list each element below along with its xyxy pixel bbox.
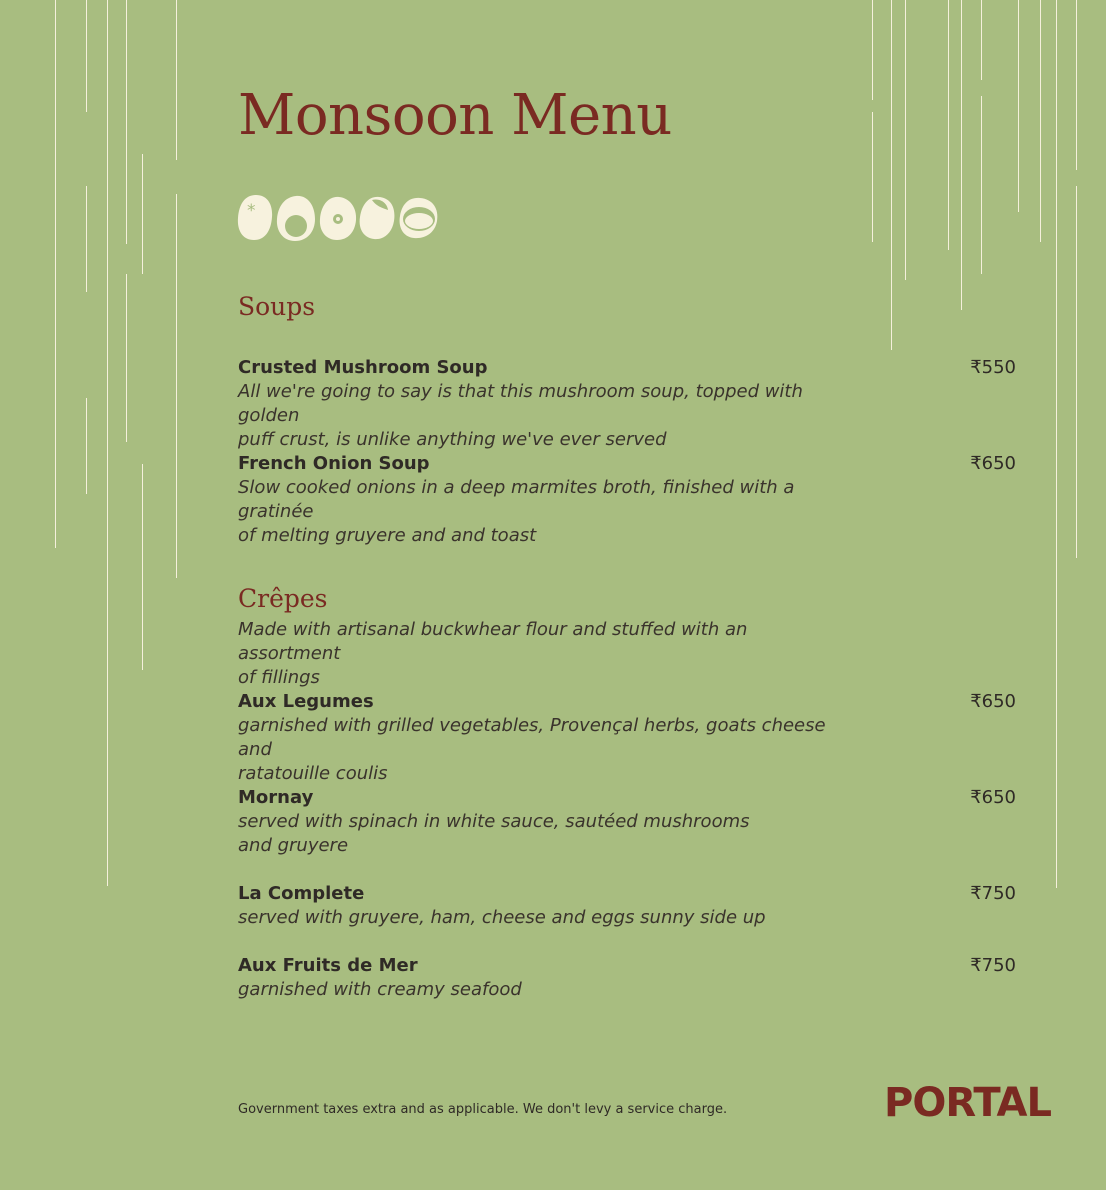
menu-item bbox=[238, 786, 1016, 858]
item-description: All we're going to say is that this mushroom soup, topped with golden puff crust, is unlike anything we've ever served bbox=[238, 381, 803, 450]
item-price: ₹650 bbox=[970, 787, 1016, 808]
item-name: French Onion Soup bbox=[238, 453, 430, 474]
section-note-crepes: Made with artisanal buckwhear flour and stuffed with an assortment of fillings bbox=[238, 619, 748, 688]
menu-item bbox=[238, 882, 1016, 930]
item-price: ₹650 bbox=[970, 453, 1016, 474]
item-description: garnished with creamy seafood bbox=[238, 979, 522, 1000]
section-title-soups: Soups bbox=[238, 292, 316, 321]
item-description: served with spinach in white sauce, sautéed mushrooms and gruyere bbox=[238, 811, 750, 856]
menu-item bbox=[238, 954, 1016, 1002]
item-price: ₹750 bbox=[970, 955, 1016, 976]
item-name: La Complete bbox=[238, 883, 365, 904]
item-price: ₹750 bbox=[970, 883, 1016, 904]
item-name: Crusted Mushroom Soup bbox=[238, 357, 488, 378]
item-price: ₹550 bbox=[970, 357, 1016, 378]
footer-note: Government taxes extra and as applicable. We don't levy a service charge. bbox=[238, 1102, 728, 1117]
item-name: Mornay bbox=[238, 787, 314, 808]
item-name: Aux Legumes bbox=[238, 691, 374, 712]
item-price: ₹650 bbox=[970, 691, 1016, 712]
menu-title: Monsoon Menu bbox=[238, 83, 672, 148]
item-description: Slow cooked onions in a deep marmites broth, finished with a gratinée of melting gruyere and and toast bbox=[238, 477, 795, 546]
item-name: Aux Fruits de Mer bbox=[238, 955, 418, 976]
section-title-crepes: Crêpes bbox=[238, 584, 328, 613]
portal-logo bbox=[884, 1078, 1051, 1126]
item-description: garnished with grilled vegetables, Provençal herbs, goats cheese and ratatouille coulis bbox=[238, 715, 826, 784]
item-description: served with gruyere, ham, cheese and eggs sunny side up bbox=[238, 907, 766, 928]
svg-text:*: * bbox=[247, 201, 256, 221]
pebble-icons bbox=[236, 192, 442, 244]
menu-item bbox=[238, 452, 1016, 548]
menu-item bbox=[238, 690, 1016, 786]
menu-item bbox=[238, 356, 1016, 452]
svg-text:PORTAL: PORTAL bbox=[884, 1080, 1051, 1126]
